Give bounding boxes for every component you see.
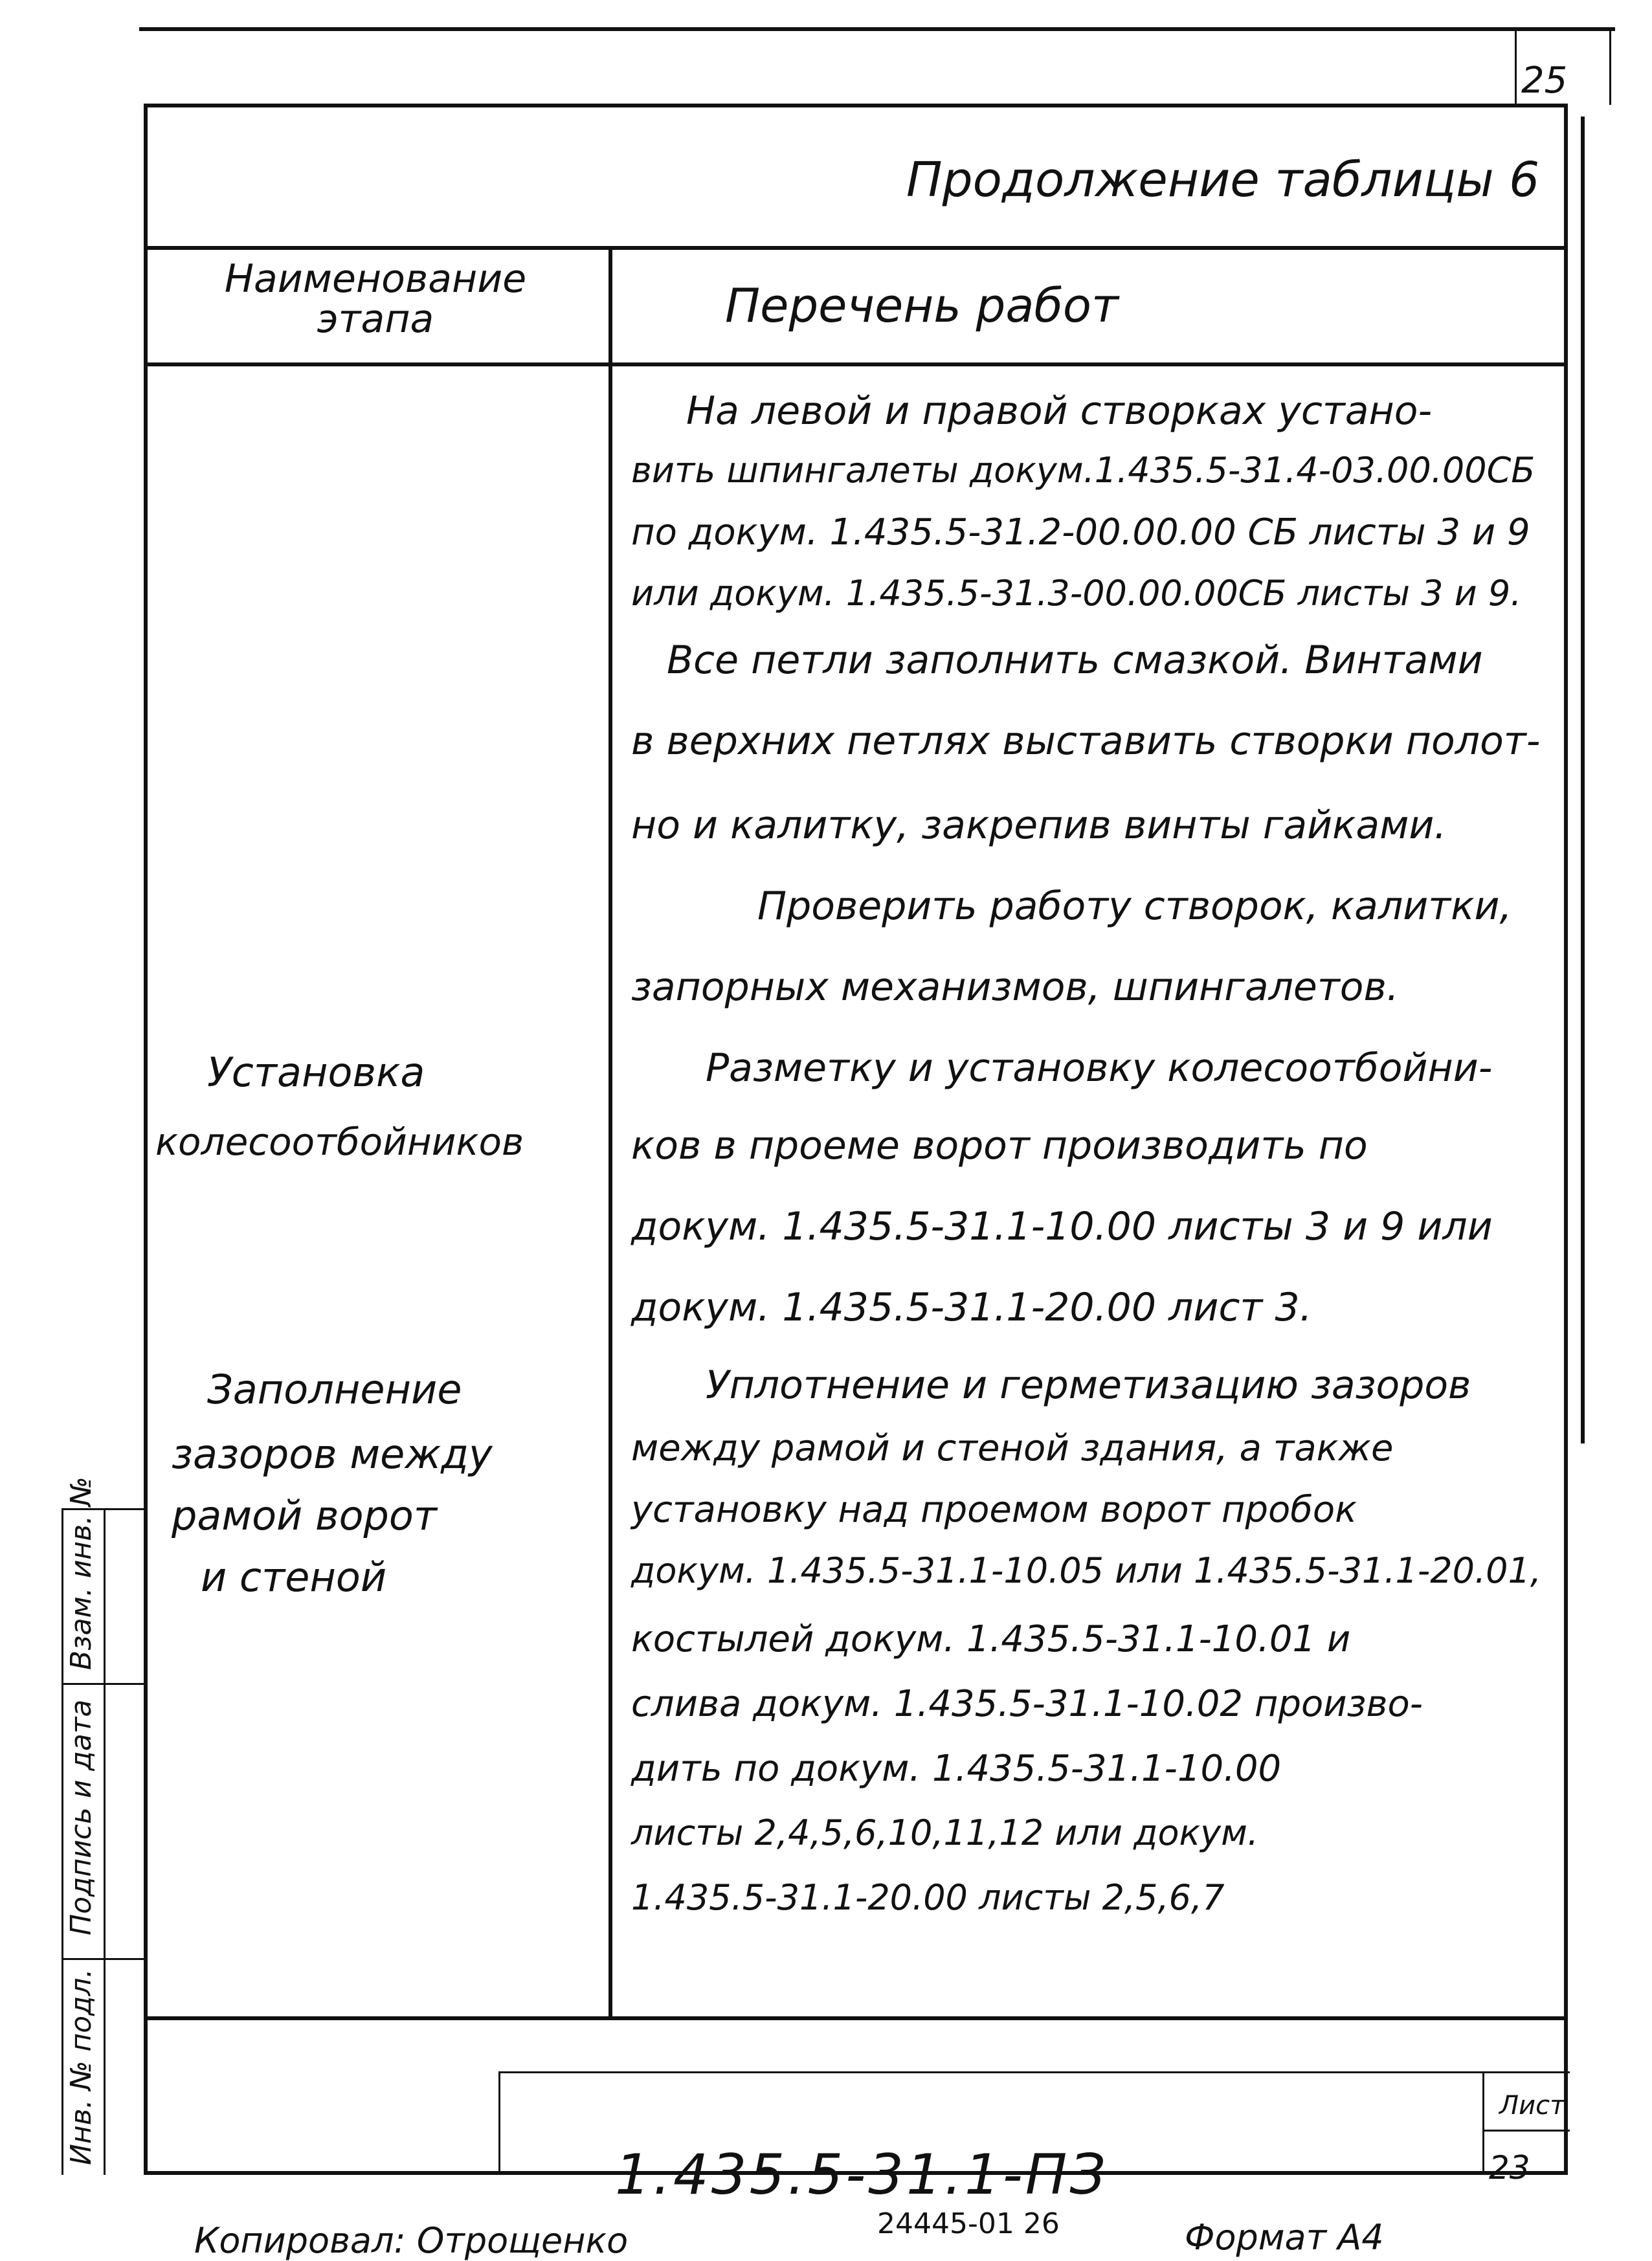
top-rule — [139, 27, 1615, 31]
stage-line: Установка — [207, 1049, 425, 1096]
stage-line: зазоров между — [172, 1431, 493, 1478]
header-bottom-line — [144, 362, 1568, 366]
side-stamp-replacement-inv: Взам. инв. № — [65, 1476, 98, 1670]
works-line: запорных механизмов, шпингалетов. — [631, 964, 1399, 1010]
stage-header-line-1: Наименование — [224, 256, 527, 302]
footer-number: 24445-01 26 — [877, 2207, 1060, 2240]
footer-format: Формат А4 — [1185, 2217, 1384, 2258]
title-block-top-line — [144, 2016, 1568, 2020]
side-stamp-mid-line — [104, 1508, 106, 2175]
side-stamp-inv-orig: Инв. № подл. — [65, 1968, 98, 2165]
stage-header-line-2: этапа — [317, 296, 434, 342]
works-line: вить шпингалеты докум.1.435.5-31.4-03.00.00СБ — [631, 450, 1535, 491]
side-stamp-left-line — [61, 1508, 63, 2175]
stage-line: колесоотбойников — [155, 1120, 524, 1164]
sheet-number: 25 — [1521, 60, 1568, 102]
right-edge-line — [1581, 117, 1585, 1443]
works-line: слива докум. 1.435.5-31.1-10.02 произво- — [631, 1683, 1423, 1725]
stage-column-header — [149, 256, 602, 342]
sheet-label: Лист — [1499, 2091, 1565, 2121]
works-line: в верхних петлях выставить створки полот- — [631, 718, 1541, 764]
works-column-header: Перечень работ — [725, 278, 1119, 333]
stage-line: Заполнение — [207, 1366, 462, 1413]
works-line: Проверить работу створок, калитки, — [757, 884, 1512, 929]
works-line: Разметку и установку колесоотбойни- — [706, 1045, 1493, 1091]
works-line: Все петли заполнить смазкой. Винтами — [667, 638, 1483, 683]
works-line: Уплотнение и герметизацию зазоров — [706, 1363, 1471, 1408]
works-line: между рамой и стеной здания, а также — [631, 1427, 1394, 1469]
footer-copied-by: Копировал: Отрощенко — [194, 2220, 629, 2261]
side-stamp-line-3 — [61, 1958, 146, 1960]
stage-line: и стеной — [201, 1554, 387, 1601]
sheet-value: 23 — [1489, 2149, 1530, 2187]
works-line: На левой и правой створках устано- — [686, 388, 1433, 434]
sheet-box-divider — [1515, 27, 1517, 105]
side-stamp-signature-date: Подпись и дата — [65, 1699, 98, 1935]
works-line: но и калитку, закрепив винты гайками. — [631, 803, 1447, 848]
title-block-sheet-divider — [1482, 2071, 1484, 2175]
title-block-inner-line — [498, 2071, 1570, 2073]
works-line: установку над проемом ворот пробок — [631, 1489, 1357, 1531]
document-code: 1.435.5-31.1-ПЗ — [615, 2143, 1108, 2207]
works-line: костылей докум. 1.435.5-31.1-10.01 и — [631, 1618, 1351, 1660]
works-line: докум. 1.435.5-31.1-20.00 лист 3. — [631, 1285, 1312, 1330]
sheet-box-right — [1609, 27, 1611, 105]
works-line: 1.435.5-31.1-20.00 листы 2,5,6,7 — [631, 1877, 1225, 1918]
works-line: докум. 1.435.5-31.1-10.05 или 1.435.5-31.1-20.01, — [631, 1550, 1542, 1591]
title-block-left-line — [498, 2071, 500, 2175]
title-block-sheet-line — [1482, 2130, 1570, 2132]
works-line: ков в проеме ворот производить по — [631, 1123, 1368, 1168]
works-line: по докум. 1.435.5-31.2-00.00.00 СБ листы 3 и 9 — [631, 511, 1530, 553]
column-divider — [608, 246, 612, 2020]
header-top-line — [144, 246, 1568, 250]
works-line: докум. 1.435.5-31.1-10.00 листы 3 и 9 или — [631, 1204, 1493, 1249]
works-line: или докум. 1.435.5-31.3-00.00.00СБ листы 3 и 9. — [631, 573, 1522, 614]
stage-line: рамой ворот — [172, 1492, 437, 1539]
works-line: листы 2,4,5,6,10,11,12 или докум. — [631, 1812, 1258, 1853]
continuation-title: Продолжение таблицы 6 — [906, 152, 1540, 208]
side-stamp-line-2 — [61, 1683, 146, 1685]
works-line: дить по докум. 1.435.5-31.1-10.00 — [631, 1748, 1282, 1790]
